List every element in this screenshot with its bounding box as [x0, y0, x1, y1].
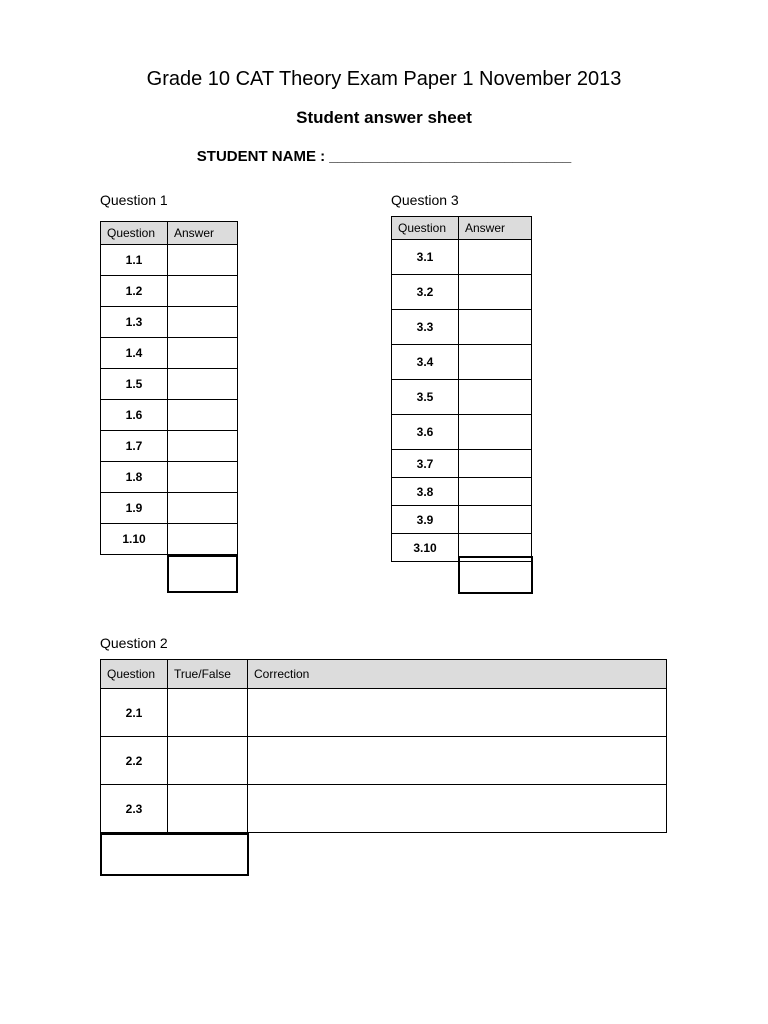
answer-cell[interactable]: [459, 310, 532, 345]
table-row: [101, 737, 667, 785]
answer-cell[interactable]: [459, 380, 532, 415]
column-header-true-false: True/False: [168, 660, 248, 689]
question-number: 3.7: [392, 450, 459, 478]
table-row: [101, 245, 238, 276]
table-row: [392, 506, 532, 534]
column-header-question: Question: [101, 660, 168, 689]
true-false-cell[interactable]: [168, 689, 248, 737]
table-row: [101, 785, 667, 833]
page-subtitle: Student answer sheet: [296, 108, 472, 127]
question-number: 1.5: [101, 369, 168, 400]
question-number: 1.7: [101, 431, 168, 462]
table-row: [101, 462, 238, 493]
column-header-answer: Answer: [168, 222, 238, 245]
column-header-answer: Answer: [459, 217, 532, 240]
table-row: [392, 345, 532, 380]
table-row: [392, 240, 532, 275]
answer-cell[interactable]: [168, 276, 238, 307]
table-row: [101, 276, 238, 307]
column-header-question: Question: [101, 222, 168, 245]
answer-cell[interactable]: [168, 307, 238, 338]
answer-cell[interactable]: [168, 493, 238, 524]
table-row: [101, 400, 238, 431]
question-2-total-box[interactable]: [100, 833, 249, 876]
true-false-cell[interactable]: [168, 737, 248, 785]
table-row: [392, 478, 532, 506]
question-3-table: [391, 216, 532, 562]
answer-cell[interactable]: [168, 369, 238, 400]
table-row: [392, 310, 532, 345]
answer-cell[interactable]: [168, 338, 238, 369]
question-number: 3.5: [392, 380, 459, 415]
answer-cell[interactable]: [459, 478, 532, 506]
correction-cell[interactable]: [248, 785, 667, 833]
table-row: [101, 689, 667, 737]
table-row: [101, 338, 238, 369]
table-row: [101, 524, 238, 555]
answer-cell[interactable]: [168, 462, 238, 493]
answer-cell[interactable]: [168, 245, 238, 276]
question-3-total-box[interactable]: [458, 556, 533, 594]
student-name-field[interactable]: STUDENT NAME : _____________________________: [196, 148, 572, 165]
question-3-heading: Question 3: [391, 192, 459, 208]
answer-cell[interactable]: [459, 450, 532, 478]
table-row: [392, 380, 532, 415]
question-number: 1.3: [101, 307, 168, 338]
column-header-question: Question: [392, 217, 459, 240]
question-1-heading: Question 1: [100, 192, 168, 208]
table-row: [101, 493, 238, 524]
answer-cell[interactable]: [459, 240, 532, 275]
question-number: 1.2: [101, 276, 168, 307]
correction-cell[interactable]: [248, 689, 667, 737]
table-row: [392, 450, 532, 478]
answer-cell[interactable]: [168, 431, 238, 462]
question-number: 3.8: [392, 478, 459, 506]
answer-cell[interactable]: [459, 345, 532, 380]
question-number: 3.2: [392, 275, 459, 310]
correction-cell[interactable]: [248, 737, 667, 785]
question-number: 3.9: [392, 506, 459, 534]
answer-cell[interactable]: [459, 415, 532, 450]
question-number: 1.4: [101, 338, 168, 369]
table-row: [101, 431, 238, 462]
table-row: [392, 415, 532, 450]
question-2-heading: Question 2: [100, 635, 168, 651]
question-number: 2.2: [101, 737, 168, 785]
table-row: [101, 369, 238, 400]
answer-cell[interactable]: [168, 524, 238, 555]
question-1-total-box[interactable]: [167, 555, 238, 593]
question-number: 1.9: [101, 493, 168, 524]
table-row: [392, 275, 532, 310]
question-number: 1.10: [101, 524, 168, 555]
question-number: 1.8: [101, 462, 168, 493]
answer-cell[interactable]: [168, 400, 238, 431]
question-number: 1.6: [101, 400, 168, 431]
question-2-table: [100, 659, 667, 833]
question-number: 2.1: [101, 689, 168, 737]
question-number: 3.1: [392, 240, 459, 275]
question-1-table: [100, 221, 238, 555]
true-false-cell[interactable]: [168, 785, 248, 833]
answer-cell[interactable]: [459, 275, 532, 310]
column-header-correction: Correction: [248, 660, 667, 689]
question-number: 2.3: [101, 785, 168, 833]
answer-cell[interactable]: [459, 506, 532, 534]
page-title: Grade 10 CAT Theory Exam Paper 1 November 2013: [146, 68, 622, 90]
question-number: 3.4: [392, 345, 459, 380]
question-number: 3.10: [392, 534, 459, 562]
question-number: 3.3: [392, 310, 459, 345]
question-number: 1.1: [101, 245, 168, 276]
table-row: [101, 307, 238, 338]
question-number: 3.6: [392, 415, 459, 450]
